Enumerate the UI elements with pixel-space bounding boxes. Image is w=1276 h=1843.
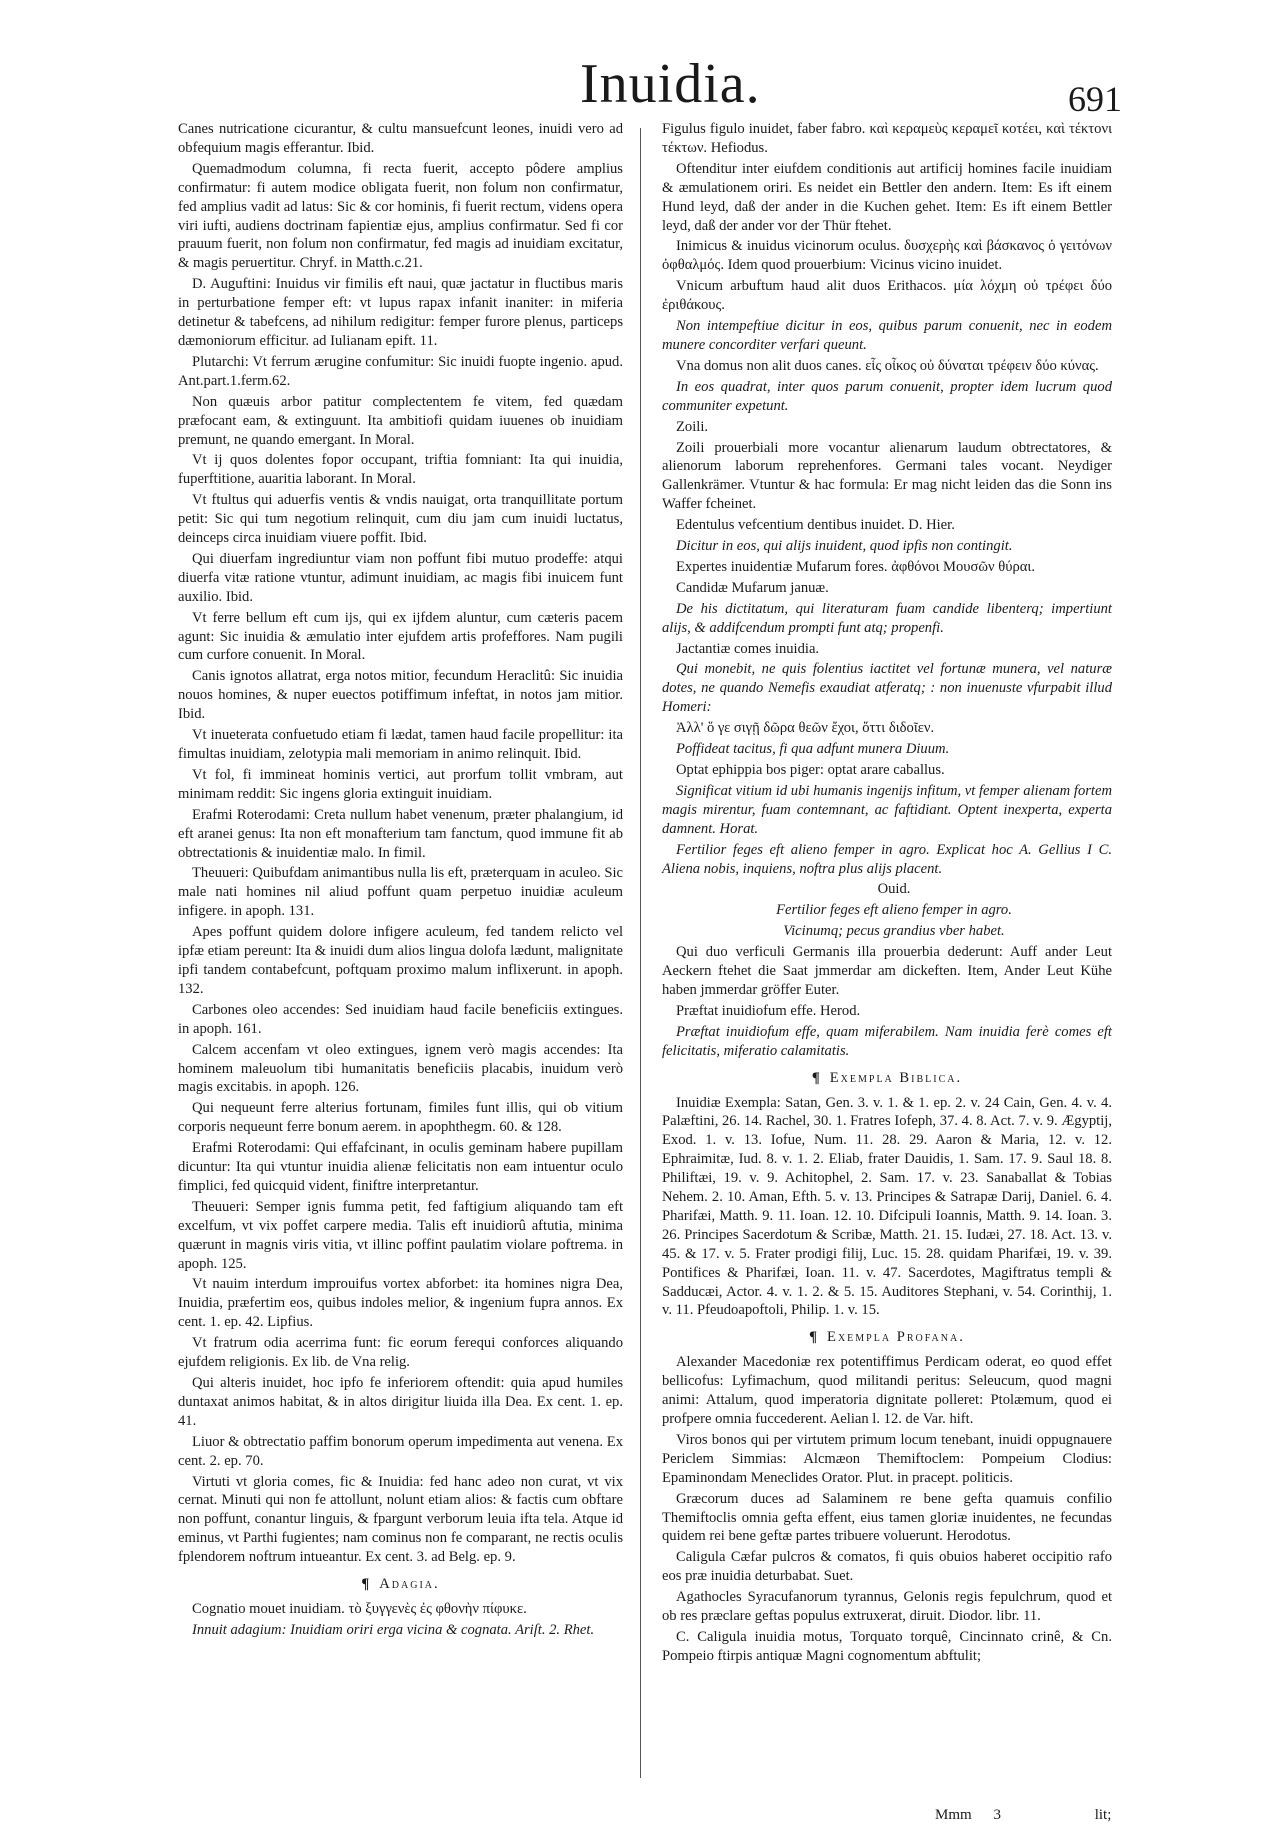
paragraph: Fertilior feges eft alieno femper in agro. [776, 902, 1012, 919]
paragraph: Theuueri: Semper ignis fumma petit, fed faftigium aliquando tam eft excelfum, vt vix poffet carpere media. Talis eft inuidiorû aftutia, minima quærunt in magnis viris vitia, vt illinc poffint paulatim violare poftrema. in apoph. 125. [178, 1198, 623, 1272]
paragraph: Canes nutricatione cicurantur, & cultu mansuefcunt leones, inuidi vero ad obfequium magis efferantur. Ibid. [178, 121, 623, 156]
catchword: 3 [993, 1807, 1001, 1823]
paragraph: Quemadmodum columna, fi recta fuerit, accepto pôdere amplius confirmatur: fi autem modice obligata fuerit, non folum non confirmatur, fed amplius vadit ad latus: Sic & cor hominis, fi fuerit rectum, videns opera viri iufti, audiens doctrinam fapientiæ ejus, amplius confirmatur. Sed fi cor prauum fuerit, non folum non confirmatur, fed magis ad inuidiam excitatur, & magis peruertitur. Chryf. in Matth.c.21. [178, 160, 623, 272]
page-number: 691 [1068, 79, 1122, 119]
paragraph: Poffideat tacitus, fi qua adfunt munera Diuum. [676, 741, 950, 758]
paragraph: In eos quadrat, inter quos parum conuenit, propter idem lucrum quod communiter expetunt. [662, 378, 1112, 414]
paragraph: Qui monebit, ne quis folentius iactitet vel fortunæ munera, vel naturæ dotes, ne quando Nemefis exaudiat atferatq; : non inuenuste vfurpabit illud Homeri: [662, 661, 1112, 716]
paragraph: Non quæuis arbor patitur complectentem fe vitem, fed quædam præfocant eam, & extinguunt. Ita ambitiofi quidam iuuenes ob inuidiam premunt, ne quando emergant. In Moral. [178, 393, 623, 448]
paragraph: Vt fratrum odia acerrima funt: fic eorum ferequi conforces aliquando ejufdem religionis. Ex lib. de Vna relig. [178, 1335, 623, 1371]
paragraph: Zoili. [676, 418, 709, 435]
paragraph: Virtuti vt gloria comes, fic & Inuidia: fed hanc adeo non curat, vt vix cernat. Minuti qui non fe attollunt, nolunt etiam alios: & factis cum obftare non poffunt, conantur linguis, & fpargunt verborum leuia ifta tela. Atque id eminus, vt Parthi fugientes; nam cominus non fe comparant, ne rectis oculis fplendorem noftrum intueantur. Ex cent. 3. ad Belg. ep. 9. [178, 1473, 623, 1566]
section-heading-biblica [662, 1069, 1112, 1088]
paragraph: Erafmi Roterodami: Qui effafcinant, in oculis geminam habere pupillam dicuntur: Ita qui vtuntur inuidia alienæ felicitatis non eam intuentur oculo fimplici, fed quicquid vident, finiftre interpretantur. [178, 1140, 623, 1194]
paragraph: Qui alteris inuidet, hoc ipfo fe inferiorem oftendit: quia apud humiles duntaxat animos habitat, & in altos dirigitur liuida illa Dea. Ex cent. 1. ep. 41. [178, 1375, 623, 1429]
paragraph: Vt nauim interdum improuifus vortex abforbet: ita homines nigra Dea, Inuidia, præfertim eos, quibus indoles melior, & ingenium fupra annos. Ex cent. 1. ep. 42. Lipfius. [178, 1276, 623, 1331]
paragraph: Vt ferre bellum eft cum ijs, qui ex ijfdem aluntur, cum cæteris pacem agunt: Sic inuidia & æmulatio inter ejufdem artis profeffores. Nam pugili cum curfore conuenit. In Moral. [178, 609, 623, 664]
footer [935, 1807, 1111, 1824]
paragraph: Erafmi Roterodami: Creta nullum habet venenum, præter phalangium, id eft aranei genus: Ita non eft monafterium tam fanctum, quod immune fit ab obtrectationis & inuidentiæ malo. In fimil. [178, 806, 623, 861]
paragraph: Inimicus & inuidus vicinorum oculus. δυσχερὴς καὶ βάσκανος ὁ γειτόνων ὀφθαλμός. Idem quod prouerbium: Vicinus vicino inuidet. [662, 238, 1112, 274]
section-heading-adagia [178, 1575, 623, 1594]
paragraph: Qui nequeunt ferre alterius fortunam, fimiles funt illis, qui ob vitium corporis nequeunt ferre bonum aerem. in apophthegm. 60. & 128. [178, 1100, 623, 1136]
paragraph: Theuueri: Quibufdam animantibus nulla lis eft, præterquam in aculeo. Sic male nati homines nil aliud poffunt quam perpetuo inuidiæ aculeum infigere. in apoph. 131. [178, 865, 623, 920]
paragraph: Zoili prouerbiali more vocantur alienarum laudum obtrectatores, & alienorum laborum reprehenfores. Germani tales vocant. Neydiger Gallenkrämer. Vtuntur & hac formula: Er mag nicht leiden das die Sonn ins Waffer fcheinet. [662, 439, 1112, 513]
paragraph: Innuit adagium: Inuidiam oriri erga vicina & cognata. Ariſt. 2. Rhet. [192, 1621, 595, 1638]
page-title: Inuidia. [580, 53, 761, 115]
paragraph: Viros bonos qui per virtutem primum locum tenebant, inuidi oppugnauere Periclem Simmias: Alcmæon Themiftoclem: Pompeium Clodius: Epaminondam Meneclides Orator. Plut. in pracept. politicis. [662, 1431, 1112, 1486]
paragraph: Optat ephippia bos piger: optat arare caballus. [676, 762, 945, 778]
paragraph: Vna domus non alit duos canes. εἷς οἶκος οὐ δύναται τρέφειν δύο κύνας. [676, 357, 1099, 374]
paragraph: Alexander Macedoniæ rex potentiffimus Perdicam oderat, eo quod effet bellicofus: Lyfimachum, quod militandi peritus: Seleucum, quod magni animi: Attalum, quod imperatoria dignitate polleret: Ptolæmum, quod ei profpere omnia fuccederent. Aelian l. 12. de Var. hift. [662, 1354, 1112, 1427]
paragraph: D. Auguftini: Inuidus vir fimilis eft naui, quæ jactatur in fluctibus maris in perturbatione femper eft: vt lupus rapax infanit inaniter: in miferia detinetur & tabefcens, ad nihilum redigitur: femper furore plenus, particeps dæmoniorum efficitur. ad Iulianam epift. 11. [178, 276, 623, 349]
column-rule [640, 128, 641, 1778]
paragraph: Vt ij quos dolentes fopor occupant, triftia fomniant: Ita qui inuidia, fuperftitione, auaritia laborant. In Moral. [178, 452, 623, 488]
paragraph: Candidæ Mufarum januæ. [676, 579, 829, 596]
paragraph: Qui duo verficuli Germanis illa prouerbia dederunt: Auff ander Leut Aeckern ftehet die Saat jmmerdar am dickeften. Item, Ander Leut Kühe haben jmmerdar gröffer Euter. [662, 944, 1112, 998]
paragraph: Vicinumq; pecus grandius vber habet. [783, 923, 1005, 940]
pilcrow-icon: ¶ [361, 1576, 372, 1593]
paragraph: Inuidiæ Exempla: Satan, Gen. 3. v. 1. & 1. ep. 2. v. 24 Cain, Gen. 4. v. 4. Palæftini, 26. 14. Rachel, 30. 1. Fratres Iofeph, 37. 4. 8. Act. 7. v. 9. Ægyptij, Exod. 1. v. 13. Iofue, Num. 11. 28. 29. Aaron & Maria, 12. v. 12. Ephraimitæ, Iud. 8. v. 1. 2. Eliab, frater Dauidis, 1. Sam. 17. 9. Saul 18. 8. Philiftæi, 19. v. 9. Achitophel, 2. Sam. 17. v. 23. Sanaballat & Tobias Nehem. 2. 10. Aman, Efth. 5. v. 13. Principes & Satrapæ Darij, Daniel. 6. 4. Pharifæi, Matth. 9. 11. Ioan. 12. 10. Difcipuli Ioannis, Matth. 9. 14. Ioan. 3. 26. Principes Sacerdotum & Scribæ, Matth. 21. 15. Iudæi, 27. 18. Act. 13. v. 45. & 17. v. 5. Frater prodigi filij, Luc. 15. 28. quidam Pharifæi, 19. v. 39. Pontifices & Pharifæi, Ioan. 11. v. 47. Sacerdotes, Magiftratus templi & Sadducæi, Actor. 4. v. 1. 2. & 5. 15. Auditores Stephani, v. 54. Corinthij, 1. v. 11. Pfeudoapoftoli, Philip. 1. v. 15. [662, 1094, 1112, 1319]
section-heading-profana [662, 1328, 1112, 1347]
running-head [0, 52, 1276, 122]
paragraph: Significat vitium id ubi humanis ingenijs infitum, vt femper alienam fortem magis mirentur, fuam contemnant, ac faftidiant. Optent inexperta, experta damnent. Horat. [662, 782, 1112, 837]
paragraph: Vt fol, fi immineat hominis vertici, aut prorfum tollit vmbram, aut minimam reddit: Sic ingens gloria extinguit inuidiam. [178, 766, 623, 802]
signature-mark: Mmm [935, 1807, 972, 1823]
paragraph: Præftat inuidiofum effe, quam miferabilem. Nam inuidia ferè comes eft felicitatis, miferatio calamitatis. [662, 1023, 1112, 1059]
paragraph: Edentulus vefcentium dentibus inuidet. D. Hier. [676, 517, 955, 534]
paragraph: Oftenditur inter eiufdem conditionis aut artificij homines facile inuidiam & æmulationem oriri. Es neidet ein Bettler den andern. Item: Es ift einem Hund leyd, daß der ander in die Kuchen gehet. Item: Es ift einem Bettler leyd, daß der ander vor der Thür ftehet. [662, 160, 1112, 234]
paragraph: Fertilior feges eft alieno femper in agro. Explicat hoc A. Gellius I C. Aliena nobis, inquiens, noftra plus alijs placent. [662, 841, 1112, 877]
paragraph: Figulus figulo inuidet, faber fabro. καὶ κεραμεὺς κεραμεῖ κοτέει, καὶ τέκτονι τέκτων. Hefiodus. [662, 121, 1112, 156]
paragraph: Ἀλλ' ὅ γε σιγῇ δῶρα θεῶν ἔχοι, ὅττι διδοῖεν. [676, 720, 935, 737]
paragraph: Liuor & obtrectatio paffim bonorum operum impedimenta aut venena. Ex cent. 2. ep. 70. [178, 1433, 623, 1469]
paragraph: Ouid. [877, 881, 911, 898]
paragraph: Plutarchi: Vt ferrum ærugine confumitur: Sic inuidi fuopte ingenio. apud. Ant.part.1.ferm.62. [178, 353, 623, 389]
paragraph: Græcorum duces ad Salaminem re bene gefta quamuis confilio Themiftoclis omnia gefta effent, eius tamen gloriæ inuidentes, ne fecundas quidem rei bene geftæ partes tribuere voluerunt. Herodotus. [662, 1490, 1112, 1545]
paragraph: Canis ignotos allatrat, erga notos mitior, fecundum Heraclitû: Sic inuidia nouos homines, & nuper euectos potiffimum infeftat, in notos jam mitior. Ibid. [178, 668, 623, 723]
paragraph: Expertes inuidentiæ Mufarum fores. ἀφθόνοι Μουσῶν θύραι. [676, 558, 1035, 575]
right-column [662, 120, 1112, 1668]
pilcrow-icon: ¶ [809, 1329, 820, 1346]
section-heading-label: Adagia. [379, 1576, 440, 1593]
paragraph: Qui diuerfam ingrediuntur viam non poffunt fibi mutuo prodeffe: atqui diuerfa vitæ ratione vtuntur, adimunt inuidiam, ac magis fibi inuicem funt auxilio. Ibid. [178, 550, 623, 605]
paragraph: Præftat inuidiofum effe. Herod. [676, 1002, 861, 1019]
paragraph: Cognatio mouet inuidiam. τὸ ξυγγενὲς ἐς φθονὴν πίφυκε. [192, 1600, 527, 1617]
paragraph: Vt inueterata confuetudo etiam fi lædat, tamen haud facile propellitur: ita fimultas inuidiam, zelotypia mali memoriam in animo relinquit. Ibid. [178, 727, 623, 762]
paragraph: Non intempeftiue dicitur in eos, quibus parum conuenit, nec in eodem munere concorditer verfari queunt. [662, 318, 1112, 353]
paragraph: Jactantiæ comes inuidia. [676, 640, 820, 657]
section-heading-label: Exempla Biblica. [829, 1069, 963, 1086]
paragraph: Agathocles Syracufanorum tyrannus, Gelonis regis fepulchrum, quod et ob res præclare geftas populus extruxerat, diruit. Diodor. libr. 11. [662, 1589, 1112, 1625]
paragraph: Vnicum arbuftum haud alit duos Erithacos. μία λόχμη οὐ τρέφει δύο ἐριθάκους. [662, 278, 1112, 314]
paragraph: Calcem accenfam vt oleo extingues, ignem verò magis accendes: Ita hominem maleuolum tibi humanitatis beneficiis placabis, inuidum verò magis excitabis. in apoph. 126. [178, 1041, 623, 1096]
left-column [178, 120, 623, 1642]
paragraph: Caligula Cæfar pulcros & comatos, fi quis obuios haberet occipitio rafo eos præ inuidia deturbabat. Suet. [662, 1549, 1112, 1585]
paragraph: Vt ftultus qui aduerfis ventis & vndis nauigat, orta tranquillitate portum petit: Sic qui tum negotium relinquit, cum diu jam cum inuidi luctatus, deinceps circa inuidiam viuere poffit. Ibid. [178, 492, 623, 547]
paragraph: Carbones oleo accendes: Sed inuidiam haud facile beneficiis extingues. in apoph. 161. [178, 1001, 623, 1037]
paragraph: Apes poffunt quidem dolore infigere aculeum, fed tandem relicto vel ipfæ etiam pereunt: Ita & inuidi dum alios lingua dolofa lædunt, malignitate ipfi tandem contabefcunt, poftquam proximo malum inflixerunt. in apoph. 132. [178, 924, 623, 997]
pilcrow-icon: ¶ [811, 1069, 822, 1086]
paragraph: C. Caligula inuidia motus, Torquato torquê, Cincinnato crinê, & Cn. Pompeio ftirpis antiquæ Magni cognomentum abftulit; [662, 1628, 1112, 1664]
paragraph: Dicitur in eos, qui alijs inuident, quod ipfis non contingit. [676, 538, 1013, 555]
paragraph: De his dictitatum, qui literaturam fuam candide libenterq; impertiunt alijs, & addifcendum prompti funt atq; propenfi. [662, 600, 1112, 636]
section-heading-label: Exempla Profana. [827, 1329, 965, 1346]
custos: lit; [1094, 1807, 1112, 1823]
